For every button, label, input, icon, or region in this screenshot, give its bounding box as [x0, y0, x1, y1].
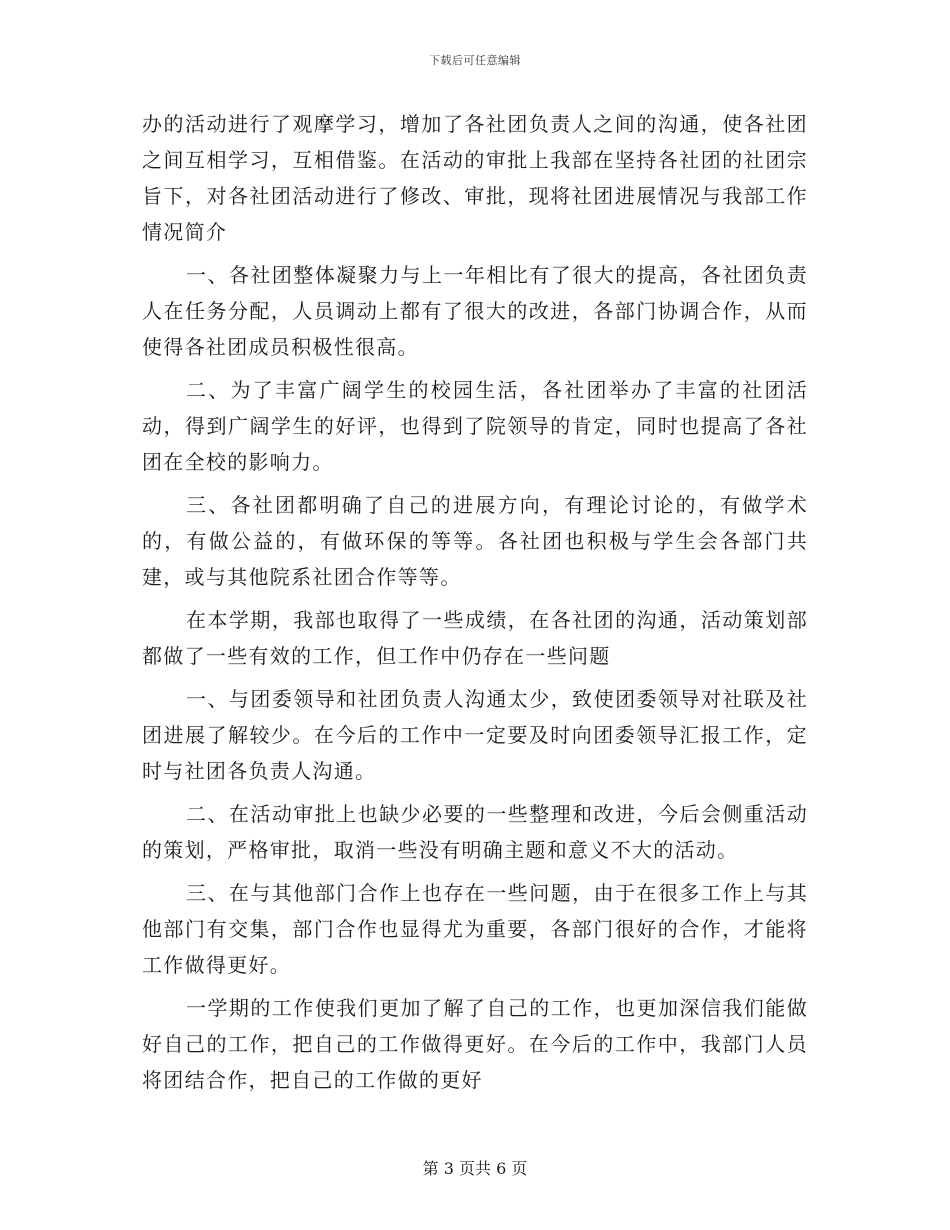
paragraph-9: 一学期的工作使我们更加了解了自己的工作，也更加深信我们能做好自己的工作，把自己的工作做得更好。在今后的工作中，我部门人员将团结合作，把自己的工作做的更好 — [142, 996, 808, 1092]
paragraph-3: 二、为了丰富广阔学生的校园生活，各社团举办了丰富的社团活动，得到广阔学生的好评，也得到了院领导的肯定，同时也提高了各社团在全校的影响力。 — [142, 378, 808, 474]
page-header: 下载后可任意编辑 — [429, 54, 521, 67]
page-number-footer: 第 3 页共 6 页 — [422, 1159, 528, 1178]
paragraph-2: 一、各社团整体凝聚力与上一年相比有了很大的提高，各社团负责人在任务分配，人员调动上都有了很大的改进，各部门协调合作，从而使得各社团成员积极性很高。 — [142, 263, 808, 359]
paragraph-7: 二、在活动审批上也缺少必要的一些整理和改进，今后会侧重活动的策划，严格审批，取消一些没有明确主题和意义不大的活动。 — [142, 802, 808, 862]
paragraph-8: 三、在与其他部门合作上也存在一些问题，由于在很多工作上与其他部门有交集，部门合作也显得尤为重要，各部门很好的合作，才能将工作做得更好。 — [142, 881, 808, 977]
paragraph-1: 办的活动进行了观摩学习，增加了各社团负责人之间的沟通，使各社团之间互相学习，互相借鉴。在活动的审批上我部在坚持各社团的社团宗旨下，对各社团活动进行了修改、审批，现将社团进展情况与我部工作情况简介 — [142, 112, 808, 244]
document-body — [142, 106, 808, 1105]
paragraph-5: 在本学期，我部也取得了一些成绩，在各社团的沟通，活动策划部都做了一些有效的工作，但工作中仍存在一些问题 — [142, 608, 808, 668]
paragraph-6: 一、与团委领导和社团负责人沟通太少，致使团委领导对社联及社团进展了解较少。在今后的工作中一定要及时向团委领导汇报工作，定时与社团各负责人沟通。 — [142, 687, 808, 783]
paragraph-4: 三、各社团都明确了自己的进展方向，有理论讨论的，有做学术的，有做公益的，有做环保的等等。各社团也积极与学生会各部门共建，或与其他院系社团合作等等。 — [142, 493, 808, 589]
